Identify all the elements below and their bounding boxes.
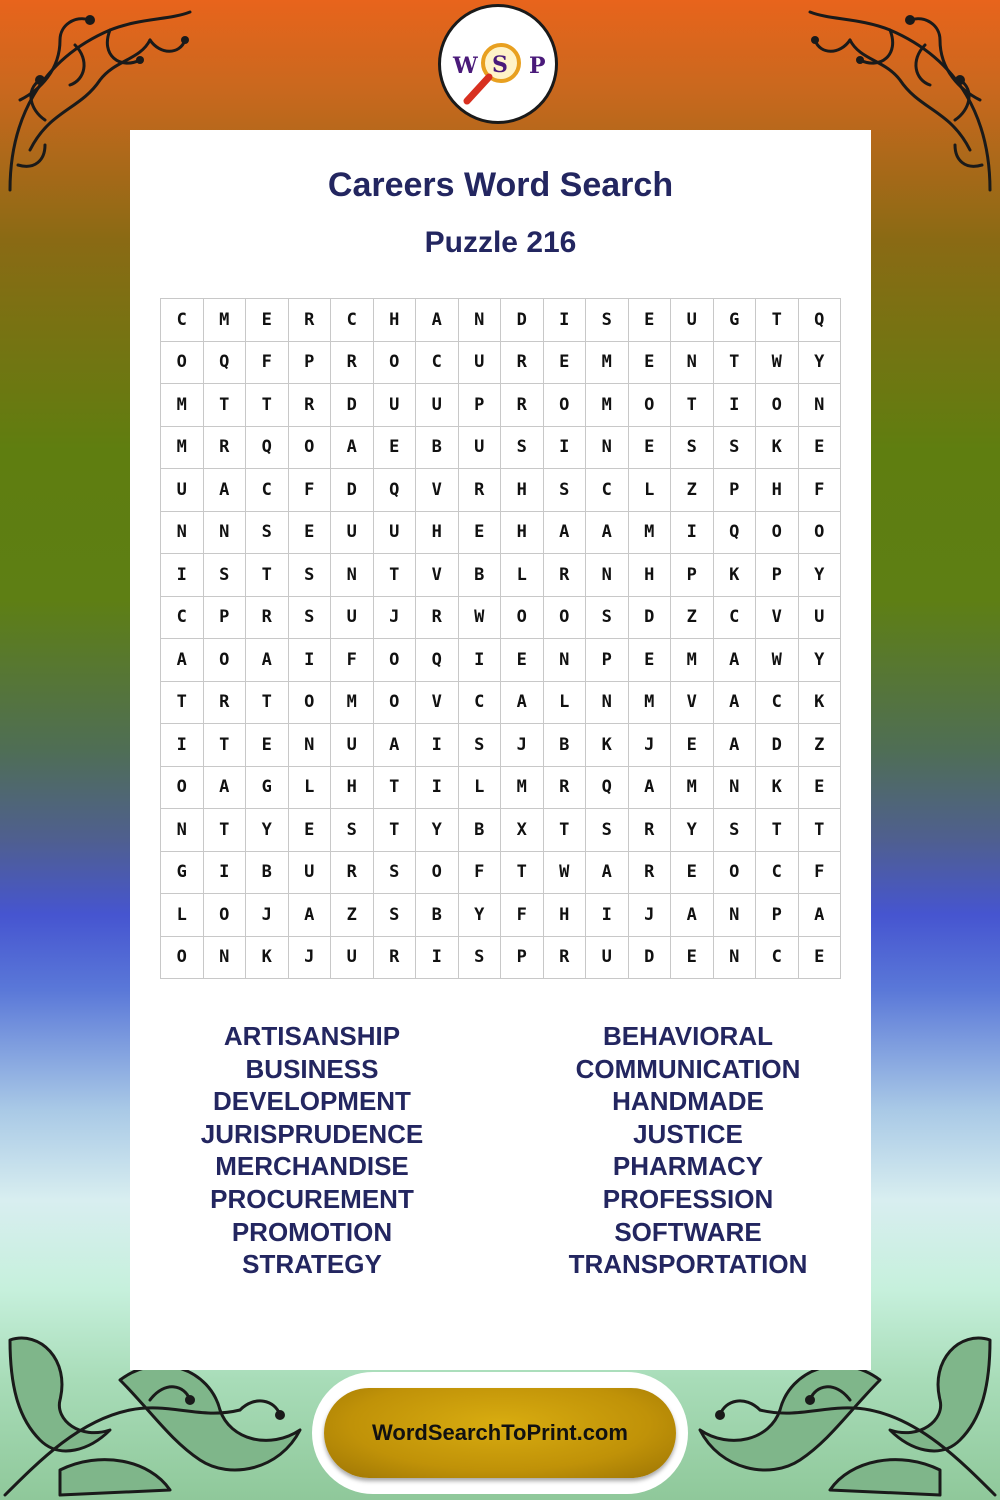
grid-cell[interactable]: J — [501, 724, 544, 767]
grid-cell[interactable]: O — [161, 767, 204, 810]
grid-cell[interactable]: E — [629, 299, 672, 342]
grid-cell[interactable]: H — [374, 299, 417, 342]
grid-cell[interactable]: A — [204, 469, 247, 512]
grid-cell[interactable]: S — [289, 554, 332, 597]
grid-cell[interactable]: K — [756, 767, 799, 810]
grid-cell[interactable]: B — [246, 852, 289, 895]
grid-cell[interactable]: Y — [799, 639, 842, 682]
logo-letter-s: S — [492, 52, 508, 78]
grid-cell[interactable]: M — [629, 682, 672, 725]
grid-cell[interactable]: S — [459, 937, 502, 980]
word-list-item: PROCUREMENT — [210, 1183, 414, 1214]
grid-cell[interactable]: W — [756, 639, 799, 682]
grid-cell[interactable]: B — [459, 809, 502, 852]
grid-cell[interactable]: T — [246, 384, 289, 427]
grid-cell[interactable]: P — [671, 554, 714, 597]
word-list-item: MERCHANDISE — [215, 1151, 409, 1182]
grid-cell[interactable]: A — [544, 512, 587, 555]
grid-cell[interactable]: R — [204, 682, 247, 725]
grid-cell[interactable]: I — [416, 724, 459, 767]
grid-cell[interactable]: U — [459, 427, 502, 470]
grid-cell[interactable]: R — [331, 852, 374, 895]
grid-cell[interactable]: L — [289, 767, 332, 810]
logo-letter-p: P — [529, 53, 546, 79]
logo-letter-w: W — [453, 53, 478, 79]
grid-cell[interactable]: I — [161, 554, 204, 597]
grid-cell[interactable]: W — [756, 342, 799, 385]
grid-cell[interactable]: O — [204, 894, 247, 937]
grid-cell[interactable]: D — [629, 597, 672, 640]
grid-cell[interactable]: V — [416, 554, 459, 597]
grid-cell[interactable]: G — [246, 767, 289, 810]
grid-cell[interactable]: C — [331, 299, 374, 342]
grid-cell[interactable]: O — [629, 384, 672, 427]
grid-cell[interactable]: F — [289, 469, 332, 512]
grid-cell[interactable]: A — [416, 299, 459, 342]
grid-cell[interactable]: U — [671, 299, 714, 342]
grid-cell[interactable]: Y — [416, 809, 459, 852]
grid-cell[interactable]: E — [501, 639, 544, 682]
grid-cell[interactable]: R — [629, 852, 672, 895]
grid-cell[interactable]: F — [459, 852, 502, 895]
grid-cell[interactable]: Y — [459, 894, 502, 937]
grid-cell[interactable]: A — [629, 767, 672, 810]
grid-cell[interactable]: T — [374, 809, 417, 852]
grid-cell[interactable]: M — [586, 342, 629, 385]
grid-cell[interactable]: R — [544, 554, 587, 597]
grid-cell[interactable]: N — [714, 894, 757, 937]
grid-cell[interactable]: Q — [204, 342, 247, 385]
grid-cell[interactable]: Q — [416, 639, 459, 682]
grid-cell[interactable]: Z — [799, 724, 842, 767]
grid-cell[interactable]: M — [586, 384, 629, 427]
grid-cell[interactable]: R — [416, 597, 459, 640]
grid-cell[interactable]: T — [246, 682, 289, 725]
grid-cell[interactable]: E — [289, 512, 332, 555]
grid-cell[interactable]: S — [714, 427, 757, 470]
puzzle-number: Puzzle 216 — [424, 226, 577, 259]
grid-cell[interactable]: S — [374, 852, 417, 895]
grid-cell[interactable]: M — [629, 512, 672, 555]
grid-cell[interactable]: N — [586, 554, 629, 597]
grid-cell[interactable]: E — [374, 427, 417, 470]
grid-cell[interactable]: A — [331, 427, 374, 470]
grid-cell[interactable]: P — [714, 469, 757, 512]
grid-cell[interactable]: V — [416, 682, 459, 725]
grid-cell[interactable]: A — [289, 894, 332, 937]
grid-cell[interactable]: O — [714, 852, 757, 895]
grid-cell[interactable]: M — [204, 299, 247, 342]
grid-cell[interactable]: M — [671, 767, 714, 810]
grid-cell[interactable]: I — [289, 639, 332, 682]
grid-cell[interactable]: R — [544, 937, 587, 980]
grid-cell[interactable]: D — [331, 469, 374, 512]
grid-cell[interactable]: E — [629, 342, 672, 385]
grid-cell[interactable]: Q — [374, 469, 417, 512]
grid-cell[interactable]: L — [501, 554, 544, 597]
grid-cell[interactable]: I — [671, 512, 714, 555]
grid-cell[interactable]: C — [756, 852, 799, 895]
grid-cell[interactable]: U — [331, 597, 374, 640]
grid-cell[interactable]: S — [459, 724, 502, 767]
grid-cell[interactable]: H — [501, 469, 544, 512]
grid-cell[interactable]: E — [799, 767, 842, 810]
grid-cell[interactable]: R — [204, 427, 247, 470]
word-list-item: BUSINESS — [245, 1053, 379, 1084]
grid-cell[interactable]: H — [544, 894, 587, 937]
grid-cell[interactable]: O — [756, 384, 799, 427]
grid-cell[interactable]: O — [501, 597, 544, 640]
grid-cell[interactable]: N — [799, 384, 842, 427]
grid-cell[interactable]: A — [501, 682, 544, 725]
letter-grid — [160, 298, 841, 979]
wsp-logo[interactable] — [438, 4, 558, 124]
grid-cell[interactable]: N — [204, 937, 247, 980]
word-list-item: PHARMACY — [612, 1151, 764, 1182]
grid-cell[interactable]: N — [289, 724, 332, 767]
grid-cell[interactable]: N — [714, 767, 757, 810]
grid-cell[interactable]: H — [756, 469, 799, 512]
grid-cell[interactable]: P — [501, 937, 544, 980]
grid-cell[interactable]: O — [544, 384, 587, 427]
grid-cell[interactable]: U — [289, 852, 332, 895]
grid-cell[interactable]: H — [416, 512, 459, 555]
grid-cell[interactable]: F — [331, 639, 374, 682]
grid-cell[interactable]: N — [161, 512, 204, 555]
grid-cell[interactable]: U — [161, 469, 204, 512]
grid-cell[interactable]: B — [416, 427, 459, 470]
grid-cell[interactable]: T — [204, 384, 247, 427]
grid-cell[interactable]: N — [161, 809, 204, 852]
grid-cell[interactable]: V — [756, 597, 799, 640]
grid-cell[interactable]: U — [799, 597, 842, 640]
grid-cell[interactable]: C — [756, 682, 799, 725]
word-list-right-column — [508, 1020, 868, 1281]
grid-cell[interactable]: B — [416, 894, 459, 937]
grid-cell[interactable]: P — [756, 554, 799, 597]
grid-cell[interactable]: S — [374, 894, 417, 937]
grid-cell[interactable]: T — [671, 384, 714, 427]
grid-cell[interactable]: A — [714, 639, 757, 682]
grid-cell[interactable]: E — [629, 639, 672, 682]
grid-cell[interactable]: Q — [246, 427, 289, 470]
word-list-item: JURISPRUDENCE — [200, 1118, 424, 1149]
grid-cell[interactable]: R — [501, 384, 544, 427]
grid-cell[interactable]: O — [544, 597, 587, 640]
grid-cell[interactable]: T — [756, 299, 799, 342]
puzzle-title: Careers Word Search — [327, 166, 674, 204]
grid-cell[interactable]: I — [161, 724, 204, 767]
grid-cell[interactable]: K — [799, 682, 842, 725]
grid-cell[interactable]: I — [459, 639, 502, 682]
grid-cell[interactable]: E — [629, 427, 672, 470]
grid-cell[interactable]: O — [756, 512, 799, 555]
grid-cell[interactable]: N — [714, 937, 757, 980]
grid-cell[interactable]: C — [161, 299, 204, 342]
grid-cell[interactable]: E — [671, 852, 714, 895]
grid-cell[interactable]: P — [459, 384, 502, 427]
grid-cell[interactable]: U — [416, 384, 459, 427]
grid-cell[interactable]: R — [246, 597, 289, 640]
grid-cell[interactable]: O — [161, 937, 204, 980]
grid-cell[interactable]: E — [671, 937, 714, 980]
grid-cell[interactable]: E — [671, 724, 714, 767]
grid-cell[interactable]: O — [289, 427, 332, 470]
grid-cell[interactable]: A — [799, 894, 842, 937]
grid-cell[interactable]: D — [331, 384, 374, 427]
grid-cell[interactable]: G — [161, 852, 204, 895]
grid-cell[interactable]: T — [374, 767, 417, 810]
grid-cell[interactable]: T — [544, 809, 587, 852]
grid-cell[interactable]: M — [161, 427, 204, 470]
grid-cell[interactable]: S — [246, 512, 289, 555]
grid-cell[interactable]: A — [714, 724, 757, 767]
grid-cell[interactable]: Z — [331, 894, 374, 937]
grid-cell[interactable]: S — [586, 299, 629, 342]
grid-cell[interactable]: A — [374, 724, 417, 767]
grid-cell[interactable]: F — [799, 852, 842, 895]
grid-cell[interactable]: M — [671, 639, 714, 682]
grid-cell[interactable]: J — [374, 597, 417, 640]
grid-cell[interactable]: N — [586, 682, 629, 725]
grid-cell[interactable]: E — [544, 342, 587, 385]
grid-cell[interactable]: C — [416, 342, 459, 385]
grid-cell[interactable]: Y — [246, 809, 289, 852]
grid-cell[interactable]: M — [331, 682, 374, 725]
grid-cell[interactable]: C — [459, 682, 502, 725]
grid-cell[interactable]: U — [374, 512, 417, 555]
grid-cell[interactable]: K — [586, 724, 629, 767]
grid-cell[interactable]: V — [671, 682, 714, 725]
grid-cell[interactable]: A — [586, 852, 629, 895]
grid-cell[interactable]: L — [161, 894, 204, 937]
grid-cell[interactable]: N — [586, 427, 629, 470]
grid-cell[interactable]: O — [161, 342, 204, 385]
grid-cell[interactable]: T — [714, 342, 757, 385]
grid-cell[interactable]: T — [246, 554, 289, 597]
grid-cell[interactable]: N — [544, 639, 587, 682]
grid-cell[interactable]: W — [459, 597, 502, 640]
grid-cell[interactable]: C — [246, 469, 289, 512]
grid-cell[interactable]: O — [204, 639, 247, 682]
grid-cell[interactable]: R — [374, 937, 417, 980]
grid-cell[interactable]: K — [714, 554, 757, 597]
grid-cell[interactable]: O — [289, 682, 332, 725]
grid-cell[interactable]: S — [671, 427, 714, 470]
grid-cell[interactable]: N — [671, 342, 714, 385]
grid-cell[interactable]: U — [586, 937, 629, 980]
grid-cell[interactable]: H — [331, 767, 374, 810]
grid-cell[interactable]: Y — [671, 809, 714, 852]
grid-cell[interactable]: P — [289, 342, 332, 385]
grid-cell[interactable]: I — [586, 894, 629, 937]
grid-cell[interactable]: I — [204, 852, 247, 895]
grid-cell[interactable]: V — [416, 469, 459, 512]
grid-cell[interactable]: S — [586, 597, 629, 640]
word-list-item: DEVELOPMENT — [213, 1086, 411, 1117]
grid-cell[interactable]: E — [799, 427, 842, 470]
site-link-button[interactable]: WordSearchToPrint.com — [324, 1388, 676, 1478]
grid-cell[interactable]: M — [161, 384, 204, 427]
grid-cell[interactable]: C — [756, 937, 799, 980]
grid-cell[interactable]: U — [374, 384, 417, 427]
grid-cell[interactable]: J — [289, 937, 332, 980]
word-list-item: COMMUNICATION — [575, 1053, 801, 1084]
grid-cell[interactable]: S — [204, 554, 247, 597]
grid-cell[interactable]: O — [374, 342, 417, 385]
grid-cell[interactable]: W — [544, 852, 587, 895]
word-list-left-column — [132, 1020, 492, 1281]
site-badge — [312, 1372, 688, 1494]
grid-cell[interactable]: P — [586, 639, 629, 682]
grid-cell[interactable]: E — [799, 937, 842, 980]
grid-cell[interactable]: B — [459, 554, 502, 597]
grid-cell[interactable]: Q — [799, 299, 842, 342]
grid-cell[interactable]: J — [246, 894, 289, 937]
word-list-item: ARTISANSHIP — [223, 1021, 401, 1051]
grid-cell[interactable]: O — [416, 852, 459, 895]
grid-cell[interactable]: A — [671, 894, 714, 937]
grid-cell[interactable]: U — [331, 512, 374, 555]
grid-cell[interactable]: R — [289, 299, 332, 342]
grid-cell[interactable]: T — [204, 724, 247, 767]
grid-cell[interactable]: A — [714, 682, 757, 725]
grid-cell[interactable]: R — [544, 767, 587, 810]
grid-cell[interactable]: M — [501, 767, 544, 810]
grid-cell[interactable]: Z — [671, 469, 714, 512]
grid-cell[interactable]: Q — [586, 767, 629, 810]
grid-cell[interactable]: B — [544, 724, 587, 767]
grid-cell[interactable]: O — [799, 512, 842, 555]
grid-cell[interactable]: L — [544, 682, 587, 725]
grid-cell[interactable]: A — [586, 512, 629, 555]
grid-cell[interactable]: P — [204, 597, 247, 640]
grid-cell[interactable]: F — [246, 342, 289, 385]
grid-cell[interactable]: R — [331, 342, 374, 385]
grid-cell[interactable]: H — [501, 512, 544, 555]
grid-cell[interactable]: Y — [799, 554, 842, 597]
grid-cell[interactable]: A — [204, 767, 247, 810]
grid-cell[interactable]: U — [331, 724, 374, 767]
grid-cell[interactable]: Y — [799, 342, 842, 385]
grid-cell[interactable]: R — [459, 469, 502, 512]
grid-cell[interactable]: F — [501, 894, 544, 937]
grid-cell[interactable]: E — [246, 299, 289, 342]
grid-cell[interactable]: E — [289, 809, 332, 852]
grid-cell[interactable]: C — [714, 597, 757, 640]
grid-cell[interactable]: L — [459, 767, 502, 810]
grid-cell[interactable]: S — [586, 809, 629, 852]
grid-cell[interactable]: K — [756, 427, 799, 470]
word-list-item: PROMOTION — [231, 1216, 393, 1247]
grid-cell[interactable]: I — [544, 427, 587, 470]
grid-cell[interactable]: Q — [714, 512, 757, 555]
grid-cell[interactable]: S — [331, 809, 374, 852]
grid-cell[interactable]: C — [161, 597, 204, 640]
grid-cell[interactable]: A — [246, 639, 289, 682]
grid-cell[interactable]: P — [756, 894, 799, 937]
word-list-item: HANDMADE — [612, 1086, 764, 1117]
grid-cell[interactable]: Z — [671, 597, 714, 640]
grid-cell[interactable]: O — [374, 639, 417, 682]
word-list-item: JUSTICE — [633, 1118, 743, 1149]
word-list-item: BEHAVIORAL — [603, 1021, 773, 1051]
grid-cell[interactable]: T — [501, 852, 544, 895]
grid-cell[interactable]: I — [714, 384, 757, 427]
grid-cell[interactable]: N — [204, 512, 247, 555]
grid-cell[interactable]: K — [246, 937, 289, 980]
word-list-item: TRANSPORTATION — [568, 1249, 808, 1280]
grid-cell[interactable]: S — [544, 469, 587, 512]
grid-cell[interactable]: D — [756, 724, 799, 767]
grid-cell[interactable]: S — [501, 427, 544, 470]
grid-cell[interactable]: O — [374, 682, 417, 725]
grid-cell[interactable]: R — [501, 342, 544, 385]
grid-cell[interactable]: U — [459, 342, 502, 385]
grid-cell[interactable]: R — [289, 384, 332, 427]
word-list-item: PROFESSION — [602, 1183, 774, 1214]
grid-cell[interactable]: I — [544, 299, 587, 342]
grid-cell[interactable]: T — [204, 809, 247, 852]
grid-cell[interactable]: N — [459, 299, 502, 342]
grid-cell[interactable]: L — [629, 469, 672, 512]
grid-cell[interactable]: J — [629, 724, 672, 767]
grid-cell[interactable]: T — [161, 682, 204, 725]
grid-cell[interactable]: H — [629, 554, 672, 597]
grid-cell[interactable]: T — [756, 809, 799, 852]
grid-cell[interactable]: E — [246, 724, 289, 767]
grid-cell[interactable]: X — [501, 809, 544, 852]
puzzle-card — [130, 130, 871, 1370]
grid-cell[interactable]: J — [629, 894, 672, 937]
grid-cell[interactable]: I — [416, 767, 459, 810]
grid-cell[interactable]: E — [459, 512, 502, 555]
grid-cell[interactable]: R — [629, 809, 672, 852]
word-list-item: SOFTWARE — [614, 1216, 762, 1247]
grid-cell[interactable]: C — [586, 469, 629, 512]
word-list-item: STRATEGY — [242, 1249, 382, 1280]
grid-cell[interactable]: D — [629, 937, 672, 980]
grid-cell[interactable]: I — [416, 937, 459, 980]
grid-cell[interactable]: F — [799, 469, 842, 512]
grid-cell[interactable]: G — [714, 299, 757, 342]
grid-cell[interactable]: T — [799, 809, 842, 852]
grid-cell[interactable]: S — [289, 597, 332, 640]
grid-cell[interactable]: D — [501, 299, 544, 342]
grid-cell[interactable]: A — [161, 639, 204, 682]
grid-cell[interactable]: U — [331, 937, 374, 980]
grid-cell[interactable]: S — [714, 809, 757, 852]
grid-cell[interactable]: T — [374, 554, 417, 597]
grid-cell[interactable]: N — [331, 554, 374, 597]
